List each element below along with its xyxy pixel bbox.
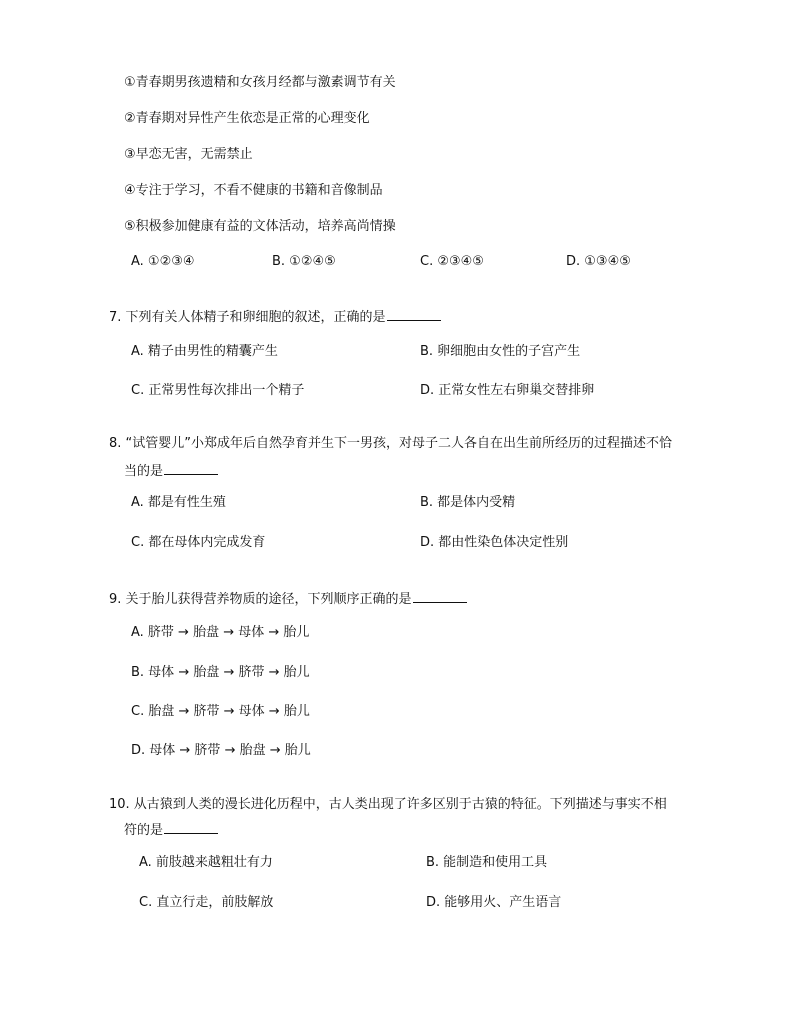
q9-option-d: D. 母体 → 脐带 → 胎盘 → 胎儿	[131, 743, 311, 758]
q7-option-a: A. 精子由男性的精囊产生	[131, 344, 278, 359]
q6-statement-4: ④专注于学习，不看不健康的书籍和音像制品	[124, 183, 383, 198]
q10-stem-line1: 10. 从古猿到人类的漫长进化历程中，古人类出现了许多区别于古猿的特征。下列描述与事实不相	[109, 797, 667, 812]
q10-answer-blank	[164, 820, 218, 834]
q8-stem-line2	[124, 461, 218, 481]
q7-option-d: D. 正常女性左右卵巢交替排卵	[420, 383, 595, 398]
q9-option-c: C. 胎盘 → 脐带 → 母体 → 胎儿	[131, 704, 310, 719]
q10-stem-line2	[124, 820, 218, 840]
q10-option-b: B. 能制造和使用工具	[426, 855, 548, 870]
q8-stem-line1: 8. “试管婴儿”小郑成年后自然孕育并生下一男孩，对母子二人各自在出生前所经历的过程描述不恰	[109, 436, 673, 451]
q10-option-c: C. 直立行走，前肢解放	[139, 895, 274, 910]
q6-statement-2: ②青春期对异性产生依恋是正常的心理变化	[124, 111, 370, 126]
q8-stem-line2-text: 当的是	[124, 464, 164, 479]
q7-option-c: C. 正常男性每次排出一个精子	[131, 383, 305, 398]
q6-option-d: D. ①③④⑤	[566, 254, 631, 269]
q8-answer-blank	[164, 461, 218, 475]
q9-option-b: B. 母体 → 胎盘 → 脐带 → 胎儿	[131, 665, 310, 680]
q9-option-a: A. 脐带 → 胎盘 → 母体 → 胎儿	[131, 625, 310, 640]
q9-stem	[109, 589, 467, 609]
q10-option-d: D. 能够用火、产生语言	[426, 895, 562, 910]
q7-stem-text: 7. 下列有关人体精子和卵细胞的叙述，正确的是	[109, 310, 386, 325]
q6-statement-1: ①青春期男孩遗精和女孩月经都与激素调节有关	[124, 75, 396, 90]
q8-option-d: D. 都由性染色体决定性别	[420, 535, 569, 550]
q7-option-b: B. 卵细胞由女性的子宫产生	[420, 344, 581, 359]
q7-stem	[109, 307, 441, 327]
q10-option-a: A. 前肢越来越粗壮有力	[139, 855, 273, 870]
q6-option-c: C. ②③④⑤	[420, 254, 484, 269]
q9-answer-blank	[413, 589, 467, 603]
q10-stem-line2-text: 符的是	[124, 823, 164, 838]
q7-answer-blank	[387, 307, 441, 321]
q6-option-b: B. ①②④⑤	[272, 254, 336, 269]
q9-stem-text: 9. 关于胎儿获得营养物质的途径，下列顺序正确的是	[109, 592, 412, 607]
q8-option-b: B. 都是体内受精	[420, 495, 516, 510]
q8-option-c: C. 都在母体内完成发育	[131, 535, 266, 550]
q6-option-a: A. ①②③④	[131, 254, 195, 269]
q6-statement-5: ⑤积极参加健康有益的文体活动，培养高尚情操	[124, 219, 396, 234]
q8-option-a: A. 都是有性生殖	[131, 495, 226, 510]
q6-statement-3: ③早恋无害，无需禁止	[124, 147, 253, 162]
